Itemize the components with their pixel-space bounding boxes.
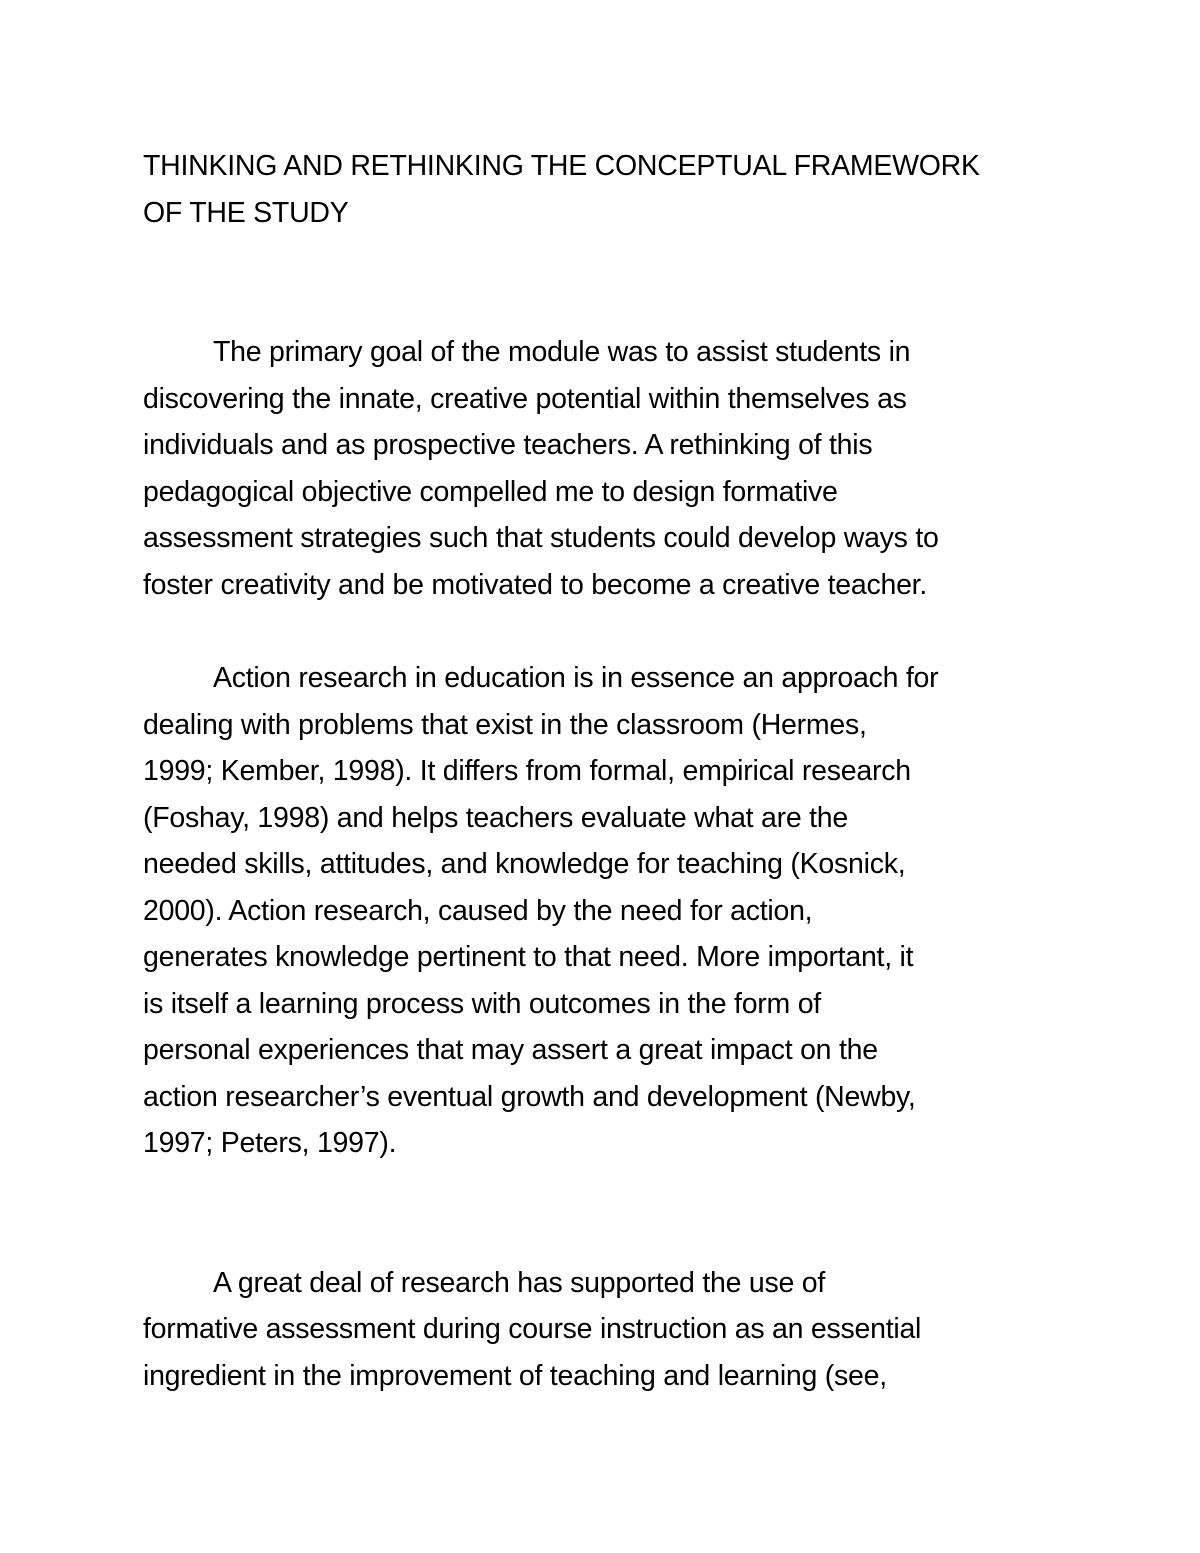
paragraph-line: needed skills, attitudes, and knowledge for teaching (Kosnick,	[143, 848, 906, 880]
paragraph-line: discovering the innate, creative potential within themselves as	[143, 382, 907, 415]
paragraph-line: personal experiences that may assert a great impact on the	[143, 1034, 878, 1066]
paragraph-line: 2000). Action research, caused by the need for action,	[143, 894, 813, 927]
paragraph-line: action researcher’s eventual growth and development (Newby,	[143, 1080, 916, 1113]
document-title	[143, 143, 1073, 236]
paragraph-line: The primary goal of the module was to assist students in	[213, 336, 911, 368]
paragraph-formative-assessment	[143, 1260, 1073, 1400]
paragraph-line: 1997; Peters, 1997).	[143, 1127, 397, 1159]
paragraph-line: individuals and as prospective teachers. A rethinking of this	[143, 429, 873, 461]
paragraph-line: foster creativity and be motivated to become a creative teacher.	[143, 568, 928, 601]
document-body	[143, 143, 1073, 1399]
title-line: OF THE STUDY	[143, 196, 349, 229]
paragraph-line: A great deal of research has supported the use of	[213, 1266, 825, 1299]
paragraph-line: Action research in education is in essence an approach for	[213, 662, 939, 694]
paragraph-line: formative assessment during course instruction as an essential	[143, 1313, 922, 1345]
paragraph-module-goal	[143, 329, 1073, 608]
title-line: THINKING AND RETHINKING THE CONCEPTUAL FRAMEWORK	[143, 150, 980, 182]
paragraph-line: dealing with problems that exist in the classroom (Hermes,	[143, 708, 867, 741]
paragraph-line: assessment strategies such that students could develop ways to	[143, 522, 939, 554]
paragraph-line: pedagogical objective compelled me to design formative	[143, 475, 838, 508]
paragraph-line: 1999; Kember, 1998). It differs from formal, empirical research	[143, 755, 911, 787]
paragraph-line: ingredient in the improvement of teaching and learning (see,	[143, 1359, 887, 1392]
paragraph-line: (Foshay, 1998) and helps teachers evaluate what are the	[143, 801, 848, 834]
paragraph-line: generates knowledge pertinent to that need. More important, it	[143, 941, 914, 973]
paragraph-action-research	[143, 655, 1073, 1167]
paragraph-line: is itself a learning process with outcomes in the form of	[143, 987, 821, 1020]
